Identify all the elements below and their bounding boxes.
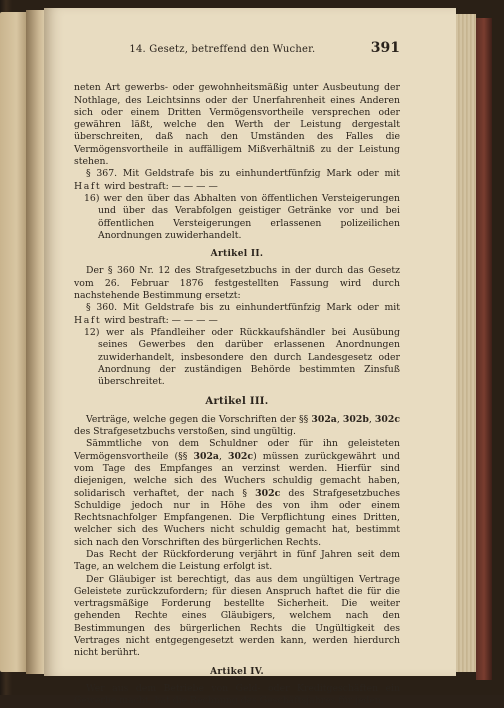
paragraph: Verträge, welche gegen die Vorschriften der §§ 302a, 302b, 302c des Strafgesetzbuchs verstoßen, sind ungültig. [74,413,400,438]
paragraph-section-367: § 367. Mit Geldstrafe bis zu einhundertfünfzig Mark oder mit Haft wird bestraft: — — — — [74,168,400,192]
page-edges [456,14,476,672]
paragraph: Sämmtliche von dem Schuldner oder für ihn geleisteten Vermögensvortheile (§§ 302a, 302c) müssen zurückgewährt und vom Tage des Empfanges an verzinst werden. Hierfür sind diejenigen, welche sich des Wuchers schuldig gemacht haben, solidarisch verhaftet, der nach § 302c des Strafgesetzbuches Schuldige jedoch nur in Höhe des von ihm oder einem Rechtsnachfolger Empfangenen. Die Verpflichtung eines Dritten, welcher sich des Wuchers nicht schuldig gemacht hat, bestimmt sich nach den Vorschriften des bürgerlichen Rechts. [74,438,400,548]
running-header [74,42,400,56]
article-heading-4: Artikel IV. [210,666,264,677]
book-cover-edge [476,18,492,680]
page-number: 391 [370,40,400,56]
article-heading-2: Artikel II. [210,249,264,260]
paragraph: Das Recht der Rückforderung verjährt in fünf Jahren seit dem Tage, an welchem die Leistung erfolgt ist. [74,548,400,573]
list-item-12: 12) wer als Pfandleiher oder Rückkaufshändler bei Ausübung seines Gewerbes den darüber erlassenen Anordnungen zuwiderhandelt, insbesondere den durch Landesgesetz oder Anordnung der zuständigen Behörde bestimmten Zinsfuß überschreitet. [84,326,400,388]
paragraph: Der Gläubiger ist berechtigt, das aus dem ungültigen Vertrage Geleistete zurückzufordern; für diesen Anspruch haftet die für die vertragsmäßige Forderung bestellte Sicherheit. Die weiter gehenden Rechte eines Gläubigers, welchem nach den Bestimmungen des bürgerlichen Rechts die Ungültigkeit des Vertrages nicht entgegengesetzt werden kann, werden hierdurch nicht berührt. [74,573,400,659]
paragraph: neten Art gewerbs- oder gewohnheitsmäßig unter Ausbeutung der Nothlage, des Leichtsinns oder der Unerfahrenheit eines Anderen sich oder einem Dritten Vermögensvortheile versprechen oder gewähren läßt, welche den Werth der Leistung dergestalt überschreiten, daß nach den Umständen des Falles die Vermögensvortheile in auffälligem Mißverhältniß zu der Leistung stehen. [74,82,400,168]
paragraph: Wer aus dem Betriebe von Geld- oder Kreditgeschäften ein Gewerbe macht, hat die Rechnung des Geschäftsjahres für jeden, [74,682,400,707]
page-content [74,42,400,708]
list-item-16: 16) wer den über das Abhalten von öffentlichen Versteigerungen und über das Verabfolgen geistiger Getränke vor und bei öffentlichen Versteigerungen erlassenen polizeilichen Anordnungen zuwiderhandelt. [84,192,400,241]
paragraph: Der § 360 Nr. 12 des Strafgesetzbuchs in der durch das Gesetz vom 26. Februar 1876 festgestellten Fassung wird durch nachstehende Bestimmung ersetzt: [74,265,400,302]
paragraph-section-360: § 360. Mit Geldstrafe bis zu einhundertfünfzig Mark oder mit Haft wird bestraft: — — — — [74,302,400,326]
running-title: 14. Gesetz, betreffend den Wucher. [129,44,316,55]
article-heading-3: Artikel III. [205,396,269,408]
